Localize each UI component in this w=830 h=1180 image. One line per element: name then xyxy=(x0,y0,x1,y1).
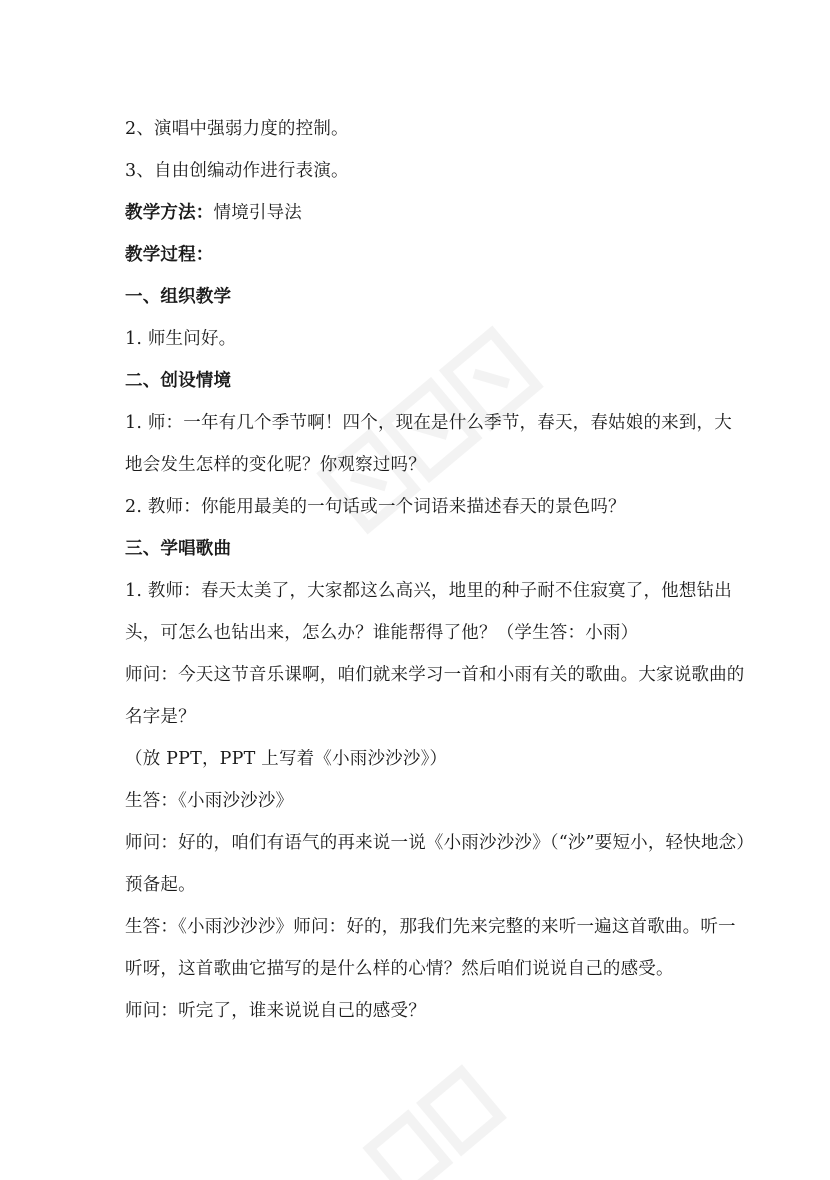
text-line: 1. 师：一年有几个季节啊！四个，现在是什么季节，春天，春姑娘的来到，大 xyxy=(125,413,732,433)
labeled-line xyxy=(125,192,715,234)
text-line: （放 PPT，PPT 上写着《小雨沙沙沙》） xyxy=(125,749,448,769)
section-heading: 三、学唱歌曲 xyxy=(125,539,232,559)
text-line: 生答：《小雨沙沙沙》师问：好的，那我们先来完整的来听一遍这首歌曲。听一 xyxy=(125,917,736,937)
text-line: 2. 教师：你能用最美的一句话或一个词语来描述春天的景色吗？ xyxy=(125,497,626,517)
text-line: 听呀，这首歌曲它描写的是什么样的心情？然后咱们说说自己的感受。 xyxy=(125,959,674,979)
text-line: 2、演唱中强弱力度的控制。 xyxy=(125,119,349,139)
text-line: 师问：今天这节音乐课啊，咱们就来学习一首和小雨有关的歌曲。大家说歌曲的 xyxy=(125,665,745,685)
labeled-line xyxy=(125,234,715,276)
text-line: 师问：听完了，谁来说说自己的感受？ xyxy=(125,1001,426,1021)
text-line: 地会发生怎样的变化呢？你观察过吗？ xyxy=(125,455,426,475)
section-heading: 二、创设情境 xyxy=(125,371,232,391)
text-line: 1. 师生问好。 xyxy=(125,329,237,349)
section-heading: 一、组织教学 xyxy=(125,287,232,307)
text-line: 头，可怎么也钻出来，怎么办？谁能帮得了他？（学生答：小雨） xyxy=(125,623,639,643)
text-line: 3、自由创编动作进行表演。 xyxy=(125,161,349,181)
text-line: 预备起。 xyxy=(125,875,196,895)
line-label: 教学过程： xyxy=(125,245,214,265)
text-line: 生答：《小雨沙沙沙》 xyxy=(125,791,294,811)
watermark-logo-bottom xyxy=(350,1060,550,1180)
document-body xyxy=(125,108,755,1032)
text-line: 师问：好的，咱们有语气的再来说一说《小雨沙沙沙》（“沙”要短小，轻快地念） xyxy=(125,833,755,853)
line-value: 情境引导法 xyxy=(213,203,302,223)
text-line: 1. 教师：春天太美了，大家都这么高兴，地里的种子耐不住寂寞了，他想钻出 xyxy=(125,581,732,601)
line-label: 教学方法： xyxy=(125,203,214,223)
text-line: 名字是？ xyxy=(125,707,196,727)
